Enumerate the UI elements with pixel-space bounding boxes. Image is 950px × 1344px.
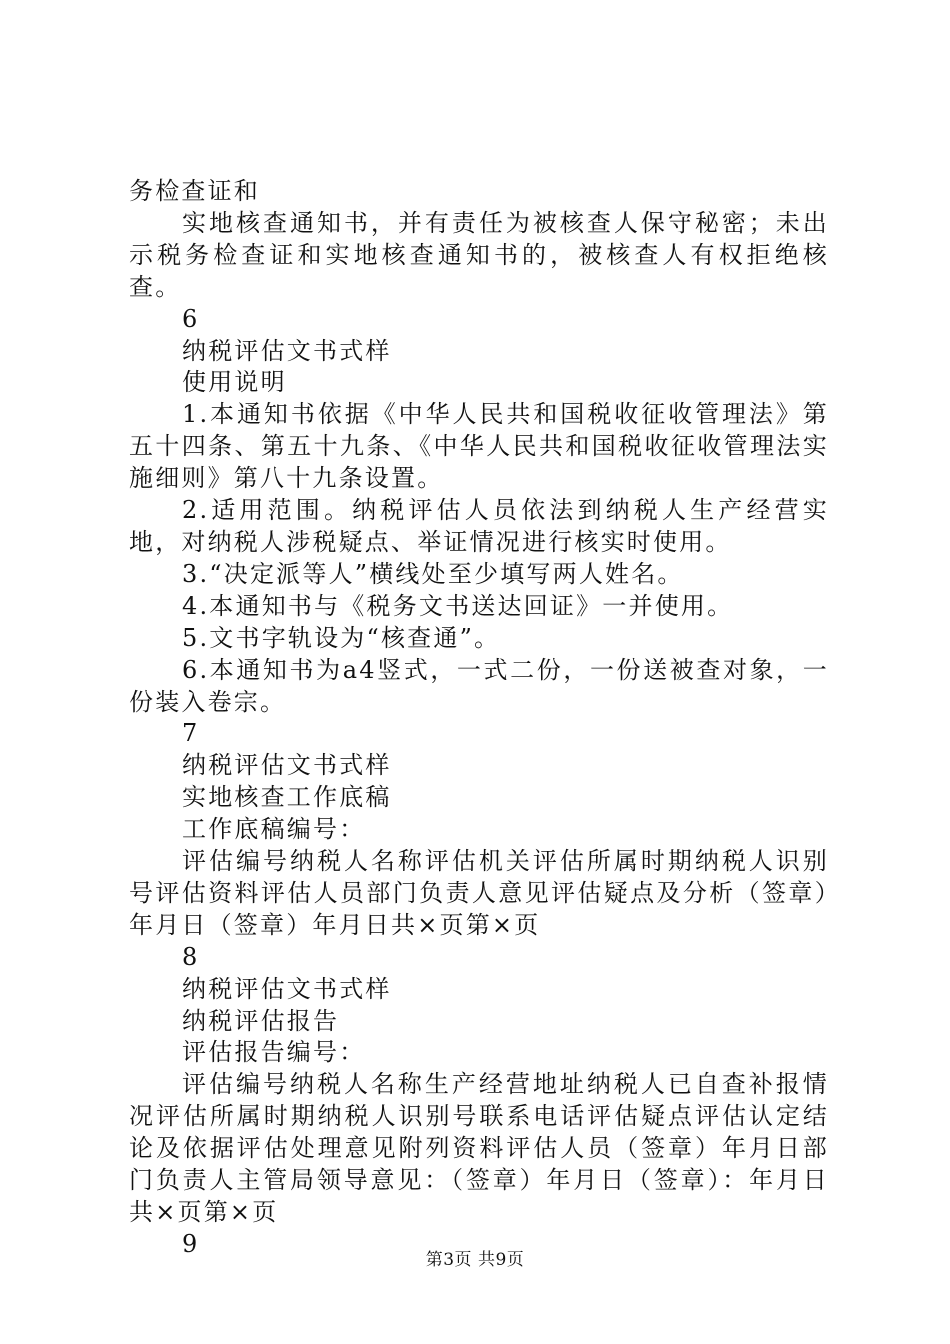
section-heading: 纳税评估文书式样 xyxy=(182,974,392,1003)
page-number-marker: 6 xyxy=(182,304,200,333)
paragraph: 评估编号纳税人名称评估机关评估所属时期纳税人识别号评估资料评估人员部门负责人意见评估疑点及分析（签章）年月日（签章）年月日共×页第×页 xyxy=(129,847,829,939)
paragraph: 实地核查通知书，并有责任为被核查人保守秘密；未出示税务检查证和实地核查通知书的，被核查人有权拒绝核查。 xyxy=(129,208,829,301)
section-heading: 纳税评估文书式样 xyxy=(182,751,392,780)
field-label: 评估报告编号： xyxy=(182,1038,366,1067)
paragraph: 4.本通知书与《税务文书送达回证》一并使用。 xyxy=(182,591,734,620)
section-title: 使用说明 xyxy=(182,368,287,397)
paragraph: 6.本通知书为a4竖式，一式二份，一份送被查对象，一份装入卷宗。 xyxy=(129,655,829,716)
paragraph: 2.适用范围。纳税评估人员依法到纳税人生产经营实地，对纳税人涉税疑点、举证情况进行核实时使用。 xyxy=(129,496,829,556)
paragraph: 3.“决定派等人”横线处至少填写两人姓名。 xyxy=(182,559,684,588)
section-title: 纳税评估报告 xyxy=(182,1006,340,1035)
field-label: 工作底稿编号： xyxy=(182,815,366,844)
page-number-marker: 9 xyxy=(182,1229,200,1258)
page-number-marker: 7 xyxy=(182,719,200,748)
document-body xyxy=(129,176,829,1261)
paragraph: 务检查证和 xyxy=(129,177,260,205)
section-title: 实地核查工作底稿 xyxy=(182,783,392,812)
paragraph: 评估编号纳税人名称生产经营地址纳税人已自查补报情况评估所属时期纳税人识别号联系电话评估疑点评估认定结论及依据评估处理意见附列资料评估人员（签章）年月日部门负责人主管局领导意见：（签章）年月日（签章）：年月日共×页第×页 xyxy=(129,1070,829,1226)
page-number-marker: 8 xyxy=(182,942,200,971)
paragraph: 1.本通知书依据《中华人民共和国税收征收管理法》第五十四条、第五十九条、《中华人民共和国税收征收管理法实施细则》第八十九条设置。 xyxy=(129,400,829,493)
paragraph: 5.文书字轨设为“核查通”。 xyxy=(182,623,501,652)
section-heading: 纳税评估文书式样 xyxy=(182,336,392,365)
page-footer: 第3页 共9页 xyxy=(425,1250,525,1270)
